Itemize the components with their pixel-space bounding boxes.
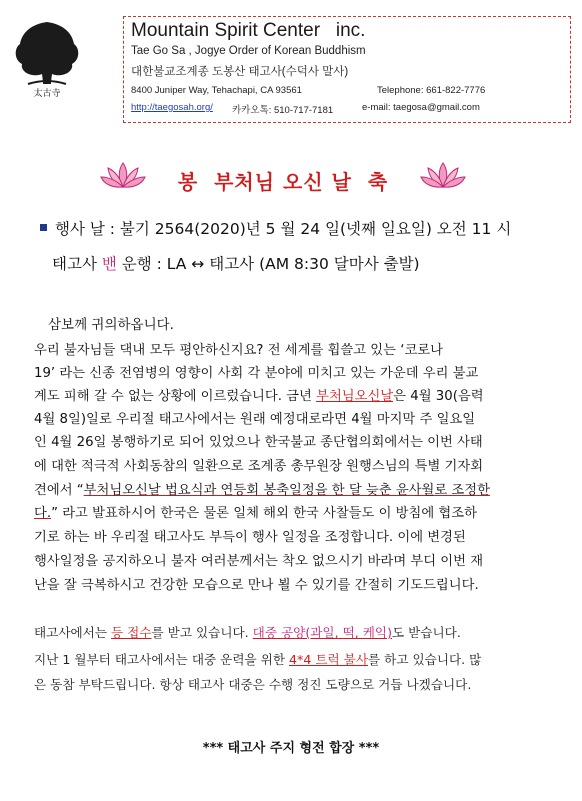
notice-text: 를 하고 있습니다. 많 [368, 652, 482, 667]
letter-line: 인 4월 26일 봉행하기로 되어 있었으나 한국불교 종단협의회에서는 이번 사태 [34, 435, 483, 450]
truck-project-highlight: 4*4 트럭 불사 [289, 652, 369, 667]
event-date-line [40, 217, 511, 239]
van-label: 태고사 [52, 255, 102, 273]
notice-text: 도 받습니다. [392, 625, 461, 640]
letter-line: 난을 잘 극복하시고 건강한 모습으로 만나 뵐 수 있기를 간절히 기도드립니다. [34, 578, 479, 593]
letter-greeting: 삼보께 귀의하옵니다. [48, 317, 174, 333]
logo-text: 太古寺 [33, 89, 61, 99]
letter-line [34, 502, 546, 521]
email-contact: e-mail: taegosa@gmail.com [362, 102, 480, 113]
letter-line: 에 대한 적극적 사회동참의 일환으로 조계종 총무원장 원행스님의 특별 기자회 [34, 459, 484, 474]
lotus-icon [420, 160, 466, 190]
van-schedule-line [52, 252, 420, 274]
letter-text: 견에서 “ [34, 483, 84, 498]
temple-logo [10, 18, 84, 100]
address: 8400 Juniper Way, Tehachapi, CA 93561 [131, 85, 302, 96]
notice-text: 를 받고 있습니다. [151, 625, 253, 640]
offering-highlight: 대중 공양(과일, 떡, 케익) [252, 625, 393, 640]
lotus-icon [100, 160, 146, 190]
lantern-registration-highlight: 등 접수 [111, 625, 152, 640]
notice-text: 지난 1 월부터 태고사에서는 대중 운력을 위한 [34, 652, 290, 667]
letter-line: 우리 불자님들 댁내 모두 평안하신지요? 전 세계를 휩쓸고 있는 ‘코로나 [34, 343, 443, 358]
bullet-icon [40, 224, 47, 231]
notice-text: 태고사에서는 [34, 625, 111, 640]
notice-line [34, 622, 461, 641]
van-details: 운행 : LA ↔ 태고사 (AM 8:30 달마사 출발) [116, 255, 420, 273]
letter-line [34, 385, 546, 404]
event-title: 봉 부처님 오신 날 축 [177, 170, 389, 194]
letter-line: 4월 8일)일로 우리절 태고사에서는 원래 예정대로라면 4월 마지막 주 일요일 [34, 412, 476, 427]
org-name: Mountain Spirit Center inc. [131, 20, 366, 41]
announcement-quote-end: 다. [34, 506, 52, 521]
notice-line: 은 동참 부탁드립니다. 항상 태고사 대중은 수행 정진 도량으로 거듭 나겠습니다. [34, 677, 472, 692]
event-date-text: 행사 날 : 불기 2564(2020)년 5 월 24 일(넷째 일요일) 오전 11 시 [55, 220, 512, 238]
letter-line [34, 479, 546, 498]
letter-text: 은 4월 30(음력 [393, 389, 484, 404]
buddha-birthday-highlight: 부처님오신날 [316, 389, 394, 404]
letter-line: 행사일정을 공지하오니 불자 여러분께서는 착오 없으시기 바라며 부디 이번 재 [34, 554, 484, 569]
letter-text: ” 라고 발표하시어 한국은 물론 일체 해외 한국 사찰들도 이 방침에 협조하 [51, 506, 477, 521]
korean-org-name: 대한불교조계종 도봉산 태고사(수덕사 말사) [131, 66, 349, 78]
org-subtitle: Tae Go Sa , Jogye Order of Korean Buddhism [131, 45, 366, 57]
telephone: Telephone: 661-822-7776 [377, 85, 486, 96]
letter-line: 19’ 라는 신종 전염병의 영향이 사회 각 분야에 미치고 있는 가운데 우리 불교 [34, 366, 479, 381]
van-word: 밴 [101, 255, 117, 273]
letter-text: 계도 피해 갈 수 없는 상황에 이르렀습니다. 금년 [34, 389, 317, 404]
website-link[interactable]: http://taegosah.org/ [131, 102, 213, 113]
signature: *** 태고사 주지 형전 합장 *** [202, 741, 380, 756]
kakao-contact: 카카오톡: 510-717-7181 [232, 105, 334, 116]
letter-line: 기로 하는 바 우리절 태고사도 부득이 행사 일정을 조정합니다. 이에 변경된 [34, 530, 466, 545]
notice-line [34, 649, 481, 668]
announcement-quote: 부처님오신날 법요식과 연등회 봉축일정을 한 달 늦춘 윤사월로 조정한 [83, 483, 490, 498]
